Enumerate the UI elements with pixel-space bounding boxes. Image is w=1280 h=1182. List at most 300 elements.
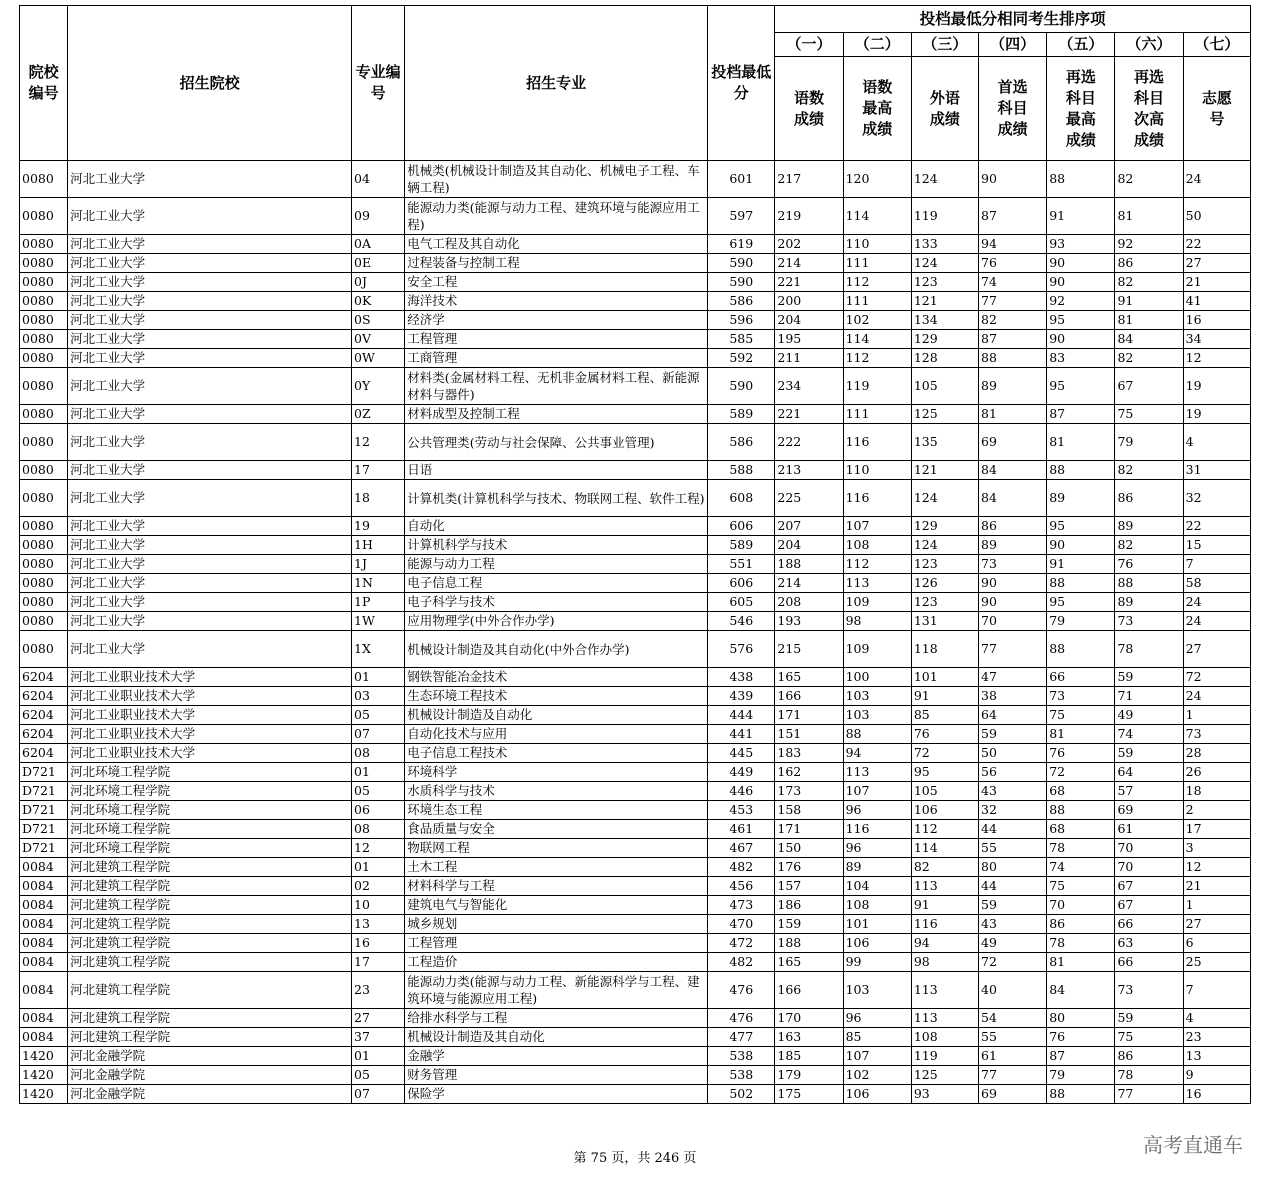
page-number: 第 75 页，共 246 页 <box>573 1151 697 1166</box>
cell-order-2: 112 <box>843 555 911 574</box>
table-row <box>20 706 1251 725</box>
table-row <box>20 934 1251 953</box>
cell-school-name: 河北工业大学 <box>68 273 352 292</box>
cell-school-code: D721 <box>20 820 68 839</box>
cell-order-6: 86 <box>1115 1047 1183 1066</box>
header-major-name: 招生专业 <box>405 6 708 161</box>
cell-order-4: 90 <box>979 593 1047 612</box>
cell-min-score: 589 <box>708 536 775 555</box>
cell-order-6: 73 <box>1115 972 1183 1009</box>
cell-order-4: 81 <box>979 405 1047 424</box>
cell-order-4: 84 <box>979 480 1047 517</box>
cell-school-name: 河北工业大学 <box>68 461 352 480</box>
cell-school-code: D721 <box>20 763 68 782</box>
cell-order-5: 68 <box>1047 782 1115 801</box>
cell-order-6: 86 <box>1115 254 1183 273</box>
cell-order-3: 125 <box>911 405 978 424</box>
cell-school-name: 河北工业大学 <box>68 574 352 593</box>
cell-order-5: 91 <box>1047 555 1115 574</box>
cell-order-6: 82 <box>1115 536 1183 555</box>
cell-order-6: 92 <box>1115 235 1183 254</box>
cell-order-5: 88 <box>1047 801 1115 820</box>
cell-major-name: 材料科学与工程 <box>405 877 708 896</box>
cell-order-3: 133 <box>911 235 978 254</box>
cell-order-4: 43 <box>979 915 1047 934</box>
cell-min-score: 596 <box>708 311 775 330</box>
cell-school-code: 0084 <box>20 1028 68 1047</box>
cell-school-code: 0080 <box>20 292 68 311</box>
cell-order-3: 98 <box>911 953 978 972</box>
cell-order-5: 93 <box>1047 235 1115 254</box>
cell-major-name: 过程装备与控制工程 <box>405 254 708 273</box>
cell-min-score: 606 <box>708 574 775 593</box>
admission-score-table <box>19 5 1251 1104</box>
cell-order-4: 40 <box>979 972 1047 1009</box>
header-min-score: 投档最低分 <box>708 6 775 161</box>
cell-order-4: 59 <box>979 725 1047 744</box>
cell-order-6: 66 <box>1115 953 1183 972</box>
cell-order-3: 119 <box>911 1047 978 1066</box>
cell-order-1: 179 <box>775 1066 843 1085</box>
cell-major-name: 城乡规划 <box>405 915 708 934</box>
cell-min-score: 592 <box>708 349 775 368</box>
cell-order-2: 99 <box>843 953 911 972</box>
cell-order-2: 106 <box>843 1085 911 1104</box>
cell-order-1: 171 <box>775 706 843 725</box>
cell-school-name: 河北工业大学 <box>68 593 352 612</box>
cell-major-code: 16 <box>352 934 405 953</box>
cell-min-score: 467 <box>708 839 775 858</box>
table-row <box>20 574 1251 593</box>
cell-school-code: 0084 <box>20 953 68 972</box>
cell-order-3: 125 <box>911 1066 978 1085</box>
cell-order-2: 111 <box>843 405 911 424</box>
header-major-code: 专业编号 <box>352 6 405 161</box>
table-row <box>20 972 1251 1009</box>
cell-order-4: 61 <box>979 1047 1047 1066</box>
cell-order-6: 75 <box>1115 1028 1183 1047</box>
cell-school-name: 河北工业职业技术大学 <box>68 706 352 725</box>
cell-order-3: 121 <box>911 461 978 480</box>
cell-order-7: 16 <box>1183 1085 1250 1104</box>
cell-order-6: 67 <box>1115 877 1183 896</box>
cell-major-code: 07 <box>352 725 405 744</box>
table-row <box>20 631 1251 668</box>
cell-min-score: 619 <box>708 235 775 254</box>
cell-major-name: 给排水科学与工程 <box>405 1009 708 1028</box>
cell-school-name: 河北工业大学 <box>68 235 352 254</box>
cell-major-name: 物联网工程 <box>405 839 708 858</box>
cell-order-1: 234 <box>775 368 843 405</box>
cell-school-name: 河北工业职业技术大学 <box>68 725 352 744</box>
cell-order-3: 76 <box>911 725 978 744</box>
cell-order-7: 9 <box>1183 1066 1250 1085</box>
cell-order-5: 70 <box>1047 896 1115 915</box>
cell-order-6: 61 <box>1115 820 1183 839</box>
cell-order-7: 24 <box>1183 612 1250 631</box>
header-order-item: 语数最高成绩 <box>843 57 911 161</box>
header-order-item: 首选科目成绩 <box>979 57 1047 161</box>
cell-order-4: 74 <box>979 273 1047 292</box>
cell-school-code: 0080 <box>20 480 68 517</box>
cell-order-3: 91 <box>911 896 978 915</box>
cell-order-3: 123 <box>911 593 978 612</box>
cell-school-code: 0080 <box>20 593 68 612</box>
cell-school-name: 河北工业大学 <box>68 517 352 536</box>
cell-school-code: 0080 <box>20 631 68 668</box>
cell-major-name: 环境科学 <box>405 763 708 782</box>
cell-major-code: 1P <box>352 593 405 612</box>
cell-major-name: 安全工程 <box>405 273 708 292</box>
cell-major-code: 04 <box>352 161 405 198</box>
cell-order-1: 183 <box>775 744 843 763</box>
cell-order-3: 72 <box>911 744 978 763</box>
cell-major-code: 05 <box>352 1066 405 1085</box>
cell-order-4: 69 <box>979 424 1047 461</box>
cell-order-1: 188 <box>775 934 843 953</box>
cell-order-2: 98 <box>843 612 911 631</box>
cell-order-7: 21 <box>1183 877 1250 896</box>
header-order-item: 再选科目最高成绩 <box>1047 57 1115 161</box>
cell-major-code: 1H <box>352 536 405 555</box>
cell-school-code: 6204 <box>20 706 68 725</box>
cell-order-6: 88 <box>1115 574 1183 593</box>
header-order-label: （一） <box>775 33 843 57</box>
cell-order-5: 95 <box>1047 593 1115 612</box>
cell-order-5: 79 <box>1047 1066 1115 1085</box>
cell-order-1: 157 <box>775 877 843 896</box>
cell-order-2: 113 <box>843 763 911 782</box>
cell-order-4: 73 <box>979 555 1047 574</box>
cell-order-2: 107 <box>843 1047 911 1066</box>
cell-order-3: 105 <box>911 782 978 801</box>
cell-order-1: 159 <box>775 915 843 934</box>
cell-order-2: 88 <box>843 725 911 744</box>
cell-major-name: 电气工程及其自动化 <box>405 235 708 254</box>
cell-school-name: 河北工业大学 <box>68 424 352 461</box>
cell-school-name: 河北工业大学 <box>68 349 352 368</box>
cell-min-score: 605 <box>708 593 775 612</box>
cell-min-score: 551 <box>708 555 775 574</box>
cell-major-name: 日语 <box>405 461 708 480</box>
cell-order-3: 129 <box>911 517 978 536</box>
table-row <box>20 161 1251 198</box>
cell-order-2: 96 <box>843 801 911 820</box>
cell-order-2: 108 <box>843 896 911 915</box>
cell-order-2: 103 <box>843 687 911 706</box>
cell-order-5: 81 <box>1047 953 1115 972</box>
cell-major-name: 环境生态工程 <box>405 801 708 820</box>
table-row <box>20 292 1251 311</box>
cell-order-7: 24 <box>1183 687 1250 706</box>
cell-order-6: 57 <box>1115 782 1183 801</box>
table-row <box>20 555 1251 574</box>
cell-order-2: 112 <box>843 273 911 292</box>
cell-major-name: 金融学 <box>405 1047 708 1066</box>
cell-major-name: 材料成型及控制工程 <box>405 405 708 424</box>
cell-order-4: 76 <box>979 254 1047 273</box>
cell-school-name: 河北建筑工程学院 <box>68 858 352 877</box>
cell-order-6: 86 <box>1115 480 1183 517</box>
cell-major-name: 钢铁智能冶金技术 <box>405 668 708 687</box>
header-order-label: （四） <box>979 33 1047 57</box>
cell-order-2: 120 <box>843 161 911 198</box>
cell-order-7: 73 <box>1183 725 1250 744</box>
cell-order-1: 195 <box>775 330 843 349</box>
cell-order-5: 88 <box>1047 574 1115 593</box>
cell-major-name: 计算机科学与技术 <box>405 536 708 555</box>
cell-order-3: 123 <box>911 555 978 574</box>
cell-min-score: 444 <box>708 706 775 725</box>
cell-school-name: 河北金融学院 <box>68 1066 352 1085</box>
cell-major-code: 08 <box>352 744 405 763</box>
cell-school-code: 6204 <box>20 687 68 706</box>
cell-order-5: 92 <box>1047 292 1115 311</box>
cell-min-score: 589 <box>708 405 775 424</box>
cell-order-7: 6 <box>1183 934 1250 953</box>
cell-order-1: 151 <box>775 725 843 744</box>
cell-order-6: 64 <box>1115 763 1183 782</box>
cell-school-name: 河北金融学院 <box>68 1047 352 1066</box>
cell-order-3: 95 <box>911 763 978 782</box>
cell-school-code: 0080 <box>20 555 68 574</box>
cell-order-6: 76 <box>1115 555 1183 574</box>
cell-major-code: 37 <box>352 1028 405 1047</box>
cell-min-score: 482 <box>708 953 775 972</box>
cell-school-name: 河北环境工程学院 <box>68 801 352 820</box>
cell-order-2: 109 <box>843 631 911 668</box>
cell-school-code: 0080 <box>20 461 68 480</box>
cell-major-name: 能源动力类(能源与动力工程、建筑环境与能源应用工程) <box>405 198 708 235</box>
cell-order-1: 217 <box>775 161 843 198</box>
cell-major-name: 生态环境工程技术 <box>405 687 708 706</box>
cell-order-5: 87 <box>1047 405 1115 424</box>
cell-order-4: 44 <box>979 820 1047 839</box>
cell-order-5: 90 <box>1047 330 1115 349</box>
cell-order-6: 77 <box>1115 1085 1183 1104</box>
cell-order-7: 31 <box>1183 461 1250 480</box>
cell-min-score: 461 <box>708 820 775 839</box>
cell-min-score: 597 <box>708 198 775 235</box>
cell-major-code: 13 <box>352 915 405 934</box>
table-row <box>20 858 1251 877</box>
cell-order-7: 22 <box>1183 235 1250 254</box>
cell-major-code: 01 <box>352 858 405 877</box>
cell-min-score: 588 <box>708 461 775 480</box>
cell-order-7: 19 <box>1183 368 1250 405</box>
cell-order-5: 90 <box>1047 536 1115 555</box>
cell-min-score: 608 <box>708 480 775 517</box>
table-row <box>20 744 1251 763</box>
cell-major-code: 1J <box>352 555 405 574</box>
cell-order-6: 81 <box>1115 198 1183 235</box>
header-order-label: （七） <box>1183 33 1250 57</box>
cell-order-1: 222 <box>775 424 843 461</box>
cell-order-7: 18 <box>1183 782 1250 801</box>
header-order-item: 再选科目次高成绩 <box>1115 57 1183 161</box>
cell-order-3: 112 <box>911 820 978 839</box>
cell-order-5: 83 <box>1047 349 1115 368</box>
cell-order-6: 69 <box>1115 801 1183 820</box>
cell-order-5: 81 <box>1047 725 1115 744</box>
cell-order-4: 64 <box>979 706 1047 725</box>
cell-order-5: 95 <box>1047 311 1115 330</box>
cell-order-1: 166 <box>775 687 843 706</box>
cell-school-name: 河北工业大学 <box>68 330 352 349</box>
cell-min-score: 438 <box>708 668 775 687</box>
cell-order-7: 17 <box>1183 820 1250 839</box>
cell-major-name: 经济学 <box>405 311 708 330</box>
cell-order-7: 21 <box>1183 273 1250 292</box>
cell-min-score: 476 <box>708 972 775 1009</box>
cell-school-code: 6204 <box>20 668 68 687</box>
cell-major-code: 12 <box>352 424 405 461</box>
header-order-label: （三） <box>911 33 978 57</box>
watermark: 高考直通车 <box>1143 1133 1243 1157</box>
cell-order-5: 74 <box>1047 858 1115 877</box>
table-row <box>20 687 1251 706</box>
cell-major-name: 能源动力类(能源与动力工程、新能源科学与工程、建筑环境与能源应用工程) <box>405 972 708 1009</box>
cell-min-score: 586 <box>708 292 775 311</box>
table-row <box>20 877 1251 896</box>
cell-order-6: 75 <box>1115 405 1183 424</box>
cell-order-4: 55 <box>979 839 1047 858</box>
cell-school-name: 河北工业大学 <box>68 161 352 198</box>
cell-order-7: 25 <box>1183 953 1250 972</box>
cell-min-score: 576 <box>708 631 775 668</box>
table-row <box>20 801 1251 820</box>
cell-order-6: 70 <box>1115 858 1183 877</box>
cell-order-4: 87 <box>979 198 1047 235</box>
cell-order-5: 88 <box>1047 161 1115 198</box>
cell-school-code: 0080 <box>20 254 68 273</box>
cell-min-score: 538 <box>708 1047 775 1066</box>
cell-min-score: 456 <box>708 877 775 896</box>
cell-school-code: 0084 <box>20 972 68 1009</box>
cell-order-5: 72 <box>1047 763 1115 782</box>
header-order-item: 语数成绩 <box>775 57 843 161</box>
cell-order-4: 94 <box>979 235 1047 254</box>
cell-order-4: 59 <box>979 896 1047 915</box>
cell-school-name: 河北工业大学 <box>68 612 352 631</box>
cell-school-code: 1420 <box>20 1066 68 1085</box>
cell-major-code: 01 <box>352 1047 405 1066</box>
cell-order-2: 111 <box>843 292 911 311</box>
cell-order-3: 108 <box>911 1028 978 1047</box>
cell-order-7: 4 <box>1183 1009 1250 1028</box>
cell-order-2: 89 <box>843 858 911 877</box>
cell-school-code: 6204 <box>20 725 68 744</box>
cell-major-code: 05 <box>352 782 405 801</box>
cell-order-3: 101 <box>911 668 978 687</box>
cell-order-7: 1 <box>1183 896 1250 915</box>
cell-order-6: 82 <box>1115 349 1183 368</box>
table-row <box>20 461 1251 480</box>
cell-major-name: 食品质量与安全 <box>405 820 708 839</box>
cell-major-name: 财务管理 <box>405 1066 708 1085</box>
cell-order-3: 123 <box>911 273 978 292</box>
cell-order-4: 56 <box>979 763 1047 782</box>
cell-order-5: 90 <box>1047 254 1115 273</box>
cell-order-1: 204 <box>775 536 843 555</box>
table-row <box>20 311 1251 330</box>
cell-order-2: 85 <box>843 1028 911 1047</box>
cell-school-name: 河北环境工程学院 <box>68 782 352 801</box>
cell-order-6: 59 <box>1115 744 1183 763</box>
cell-order-1: 221 <box>775 273 843 292</box>
cell-order-2: 102 <box>843 1066 911 1085</box>
cell-major-name: 保险学 <box>405 1085 708 1104</box>
cell-school-name: 河北工业大学 <box>68 480 352 517</box>
cell-order-1: 200 <box>775 292 843 311</box>
cell-school-code: 0080 <box>20 235 68 254</box>
cell-order-3: 91 <box>911 687 978 706</box>
cell-order-2: 100 <box>843 668 911 687</box>
cell-order-1: 158 <box>775 801 843 820</box>
cell-min-score: 606 <box>708 517 775 536</box>
cell-order-2: 103 <box>843 972 911 1009</box>
cell-order-3: 105 <box>911 368 978 405</box>
cell-order-2: 107 <box>843 782 911 801</box>
cell-order-4: 44 <box>979 877 1047 896</box>
cell-order-3: 82 <box>911 858 978 877</box>
cell-school-name: 河北建筑工程学院 <box>68 896 352 915</box>
cell-school-code: 0084 <box>20 877 68 896</box>
cell-order-3: 135 <box>911 424 978 461</box>
cell-major-name: 机械设计制造及其自动化(中外合作办学) <box>405 631 708 668</box>
cell-school-name: 河北建筑工程学院 <box>68 915 352 934</box>
cell-order-4: 70 <box>979 612 1047 631</box>
table-row <box>20 1066 1251 1085</box>
cell-order-6: 82 <box>1115 161 1183 198</box>
cell-order-2: 116 <box>843 424 911 461</box>
cell-school-name: 河北工业大学 <box>68 368 352 405</box>
cell-order-5: 76 <box>1047 744 1115 763</box>
cell-major-name: 机械类(机械设计制造及其自动化、机械电子工程、车辆工程) <box>405 161 708 198</box>
table-row <box>20 820 1251 839</box>
cell-school-code: 0080 <box>20 536 68 555</box>
cell-major-code: 06 <box>352 801 405 820</box>
cell-order-7: 58 <box>1183 574 1250 593</box>
cell-min-score: 446 <box>708 782 775 801</box>
cell-order-1: 225 <box>775 480 843 517</box>
cell-major-code: 05 <box>352 706 405 725</box>
cell-order-1: 211 <box>775 349 843 368</box>
cell-order-2: 111 <box>843 254 911 273</box>
cell-school-name: 河北环境工程学院 <box>68 839 352 858</box>
cell-order-4: 89 <box>979 368 1047 405</box>
cell-order-6: 73 <box>1115 612 1183 631</box>
cell-major-code: 08 <box>352 820 405 839</box>
cell-order-2: 102 <box>843 311 911 330</box>
cell-school-code: D721 <box>20 782 68 801</box>
cell-major-code: 10 <box>352 896 405 915</box>
cell-major-name: 材料类(金属材料工程、无机非金属材料工程、新能源材料与器件) <box>405 368 708 405</box>
cell-min-score: 590 <box>708 273 775 292</box>
table-row <box>20 1028 1251 1047</box>
cell-major-name: 机械设计制造及自动化 <box>405 706 708 725</box>
cell-order-4: 90 <box>979 161 1047 198</box>
cell-major-code: 1W <box>352 612 405 631</box>
cell-order-1: 165 <box>775 953 843 972</box>
cell-order-2: 104 <box>843 877 911 896</box>
cell-major-code: 0Y <box>352 368 405 405</box>
cell-order-4: 88 <box>979 349 1047 368</box>
cell-order-3: 116 <box>911 915 978 934</box>
cell-school-code: 0080 <box>20 424 68 461</box>
cell-major-code: 02 <box>352 877 405 896</box>
cell-major-code: 09 <box>352 198 405 235</box>
